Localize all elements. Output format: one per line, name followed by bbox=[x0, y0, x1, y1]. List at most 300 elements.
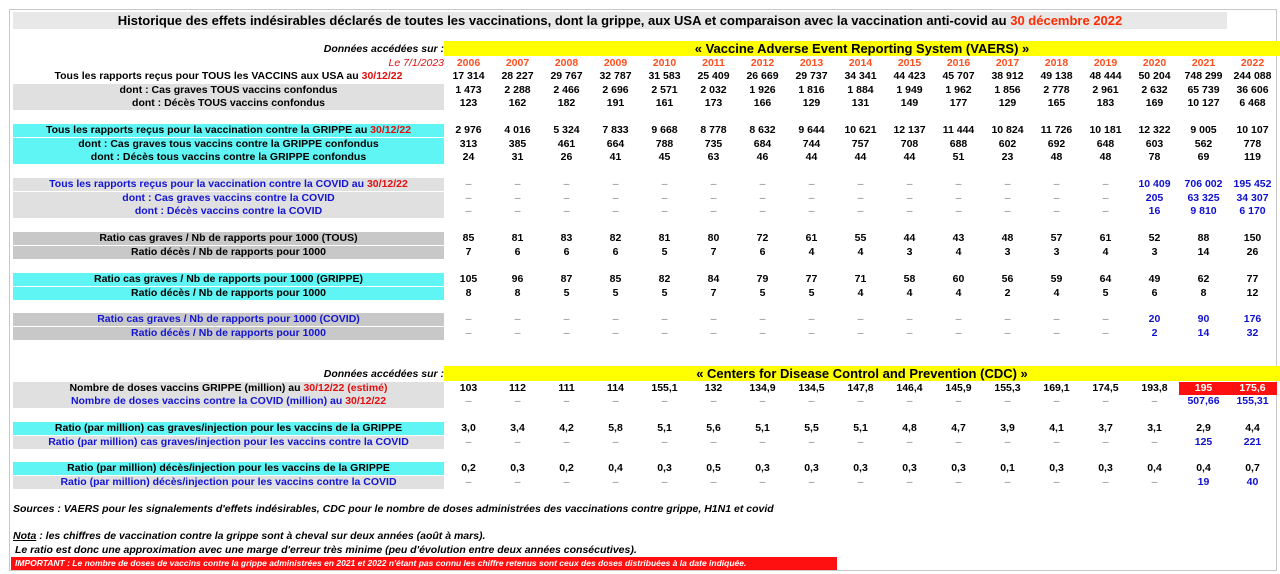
value-cell: 748 299 bbox=[1184, 70, 1223, 82]
value-cell: – bbox=[465, 436, 472, 448]
value-cell: 34 307 bbox=[1236, 192, 1269, 204]
row-label bbox=[13, 395, 444, 408]
value-cell: 48 444 bbox=[1089, 70, 1122, 82]
row-label bbox=[13, 70, 444, 83]
value-cell: 59 bbox=[1050, 273, 1063, 285]
value-cell: – bbox=[710, 395, 717, 407]
value-cell: – bbox=[1151, 436, 1158, 448]
value-cell: 11 444 bbox=[942, 124, 975, 136]
value-cell: 4 bbox=[808, 246, 815, 258]
value-cell: 177 bbox=[949, 97, 968, 109]
value-cell: – bbox=[955, 327, 962, 339]
year-header-2018: 2018 bbox=[1044, 57, 1069, 69]
value-cell: 0,3 bbox=[1098, 462, 1113, 474]
value-cell: 26 bbox=[1246, 246, 1259, 258]
value-cell: 81 bbox=[658, 232, 671, 244]
value-cell: 5,8 bbox=[608, 422, 623, 434]
value-cell: 0,2 bbox=[461, 462, 476, 474]
value-cell: 8 778 bbox=[700, 124, 727, 136]
row-label-text: dont : Cas graves TOUS vaccins confondus bbox=[119, 84, 338, 96]
value-cell: 3,9 bbox=[1000, 422, 1015, 434]
nota-label: Nota bbox=[13, 530, 37, 542]
value-cell: – bbox=[612, 327, 619, 339]
year-header-2011: 2011 bbox=[702, 57, 725, 69]
row-label bbox=[13, 178, 444, 191]
value-cell: 87 bbox=[560, 273, 573, 285]
value-cell: 43 bbox=[952, 232, 965, 244]
value-cell: 161 bbox=[655, 97, 674, 109]
value-cell: 44 423 bbox=[893, 70, 926, 82]
value-cell: – bbox=[1151, 476, 1158, 488]
year-header-2010: 2010 bbox=[652, 57, 677, 69]
year-header-2016: 2016 bbox=[946, 57, 971, 69]
table-row bbox=[0, 178, 1280, 191]
value-cell: – bbox=[808, 476, 815, 488]
value-cell: – bbox=[955, 192, 962, 204]
value-cell: – bbox=[955, 476, 962, 488]
row-label-date: 30/12/22 bbox=[366, 178, 408, 190]
value-cell: 9 644 bbox=[798, 124, 825, 136]
value-cell: 2,9 bbox=[1196, 422, 1211, 434]
value-cell: 105 bbox=[459, 273, 478, 285]
value-cell: 182 bbox=[557, 97, 576, 109]
value-cell: – bbox=[563, 476, 570, 488]
value-cell: – bbox=[661, 192, 668, 204]
value-cell: 4 bbox=[857, 287, 864, 299]
value-cell: – bbox=[465, 205, 472, 217]
year-header-2012: 2012 bbox=[750, 57, 775, 69]
row-label-text: Ratio décès / Nb de rapports pour 1000 bbox=[131, 287, 326, 299]
value-cell: 64 bbox=[1099, 273, 1112, 285]
value-cell: – bbox=[759, 192, 766, 204]
value-cell: – bbox=[1151, 395, 1158, 407]
value-cell: 0,4 bbox=[1147, 462, 1162, 474]
value-cell: – bbox=[1102, 178, 1109, 190]
value-cell: – bbox=[661, 476, 668, 488]
row-label-text: dont : Cas graves vaccins contre la COVID bbox=[122, 192, 335, 204]
value-cell: – bbox=[906, 395, 913, 407]
row-label bbox=[13, 84, 444, 97]
value-cell: – bbox=[759, 327, 766, 339]
value-cell: 132 bbox=[704, 382, 723, 394]
table-row bbox=[0, 327, 1280, 340]
table-row bbox=[0, 462, 1280, 475]
value-cell: – bbox=[710, 313, 717, 325]
value-cell: – bbox=[808, 436, 815, 448]
value-cell: – bbox=[906, 327, 913, 339]
value-cell: – bbox=[710, 178, 717, 190]
value-cell: 1 816 bbox=[798, 84, 825, 96]
value-cell: – bbox=[906, 205, 913, 217]
value-cell: 62 bbox=[1197, 273, 1210, 285]
value-cell: 4 016 bbox=[504, 124, 531, 136]
table-row bbox=[0, 124, 1280, 137]
value-cell: 155,1 bbox=[651, 382, 678, 394]
value-cell: 31 583 bbox=[648, 70, 681, 82]
value-cell: 2 bbox=[1004, 287, 1011, 299]
value-cell: – bbox=[1053, 476, 1060, 488]
value-cell: 45 bbox=[658, 151, 671, 163]
value-cell: 60 bbox=[952, 273, 965, 285]
value-cell: 155,3 bbox=[994, 382, 1021, 394]
value-cell: 78 bbox=[1148, 151, 1161, 163]
value-cell: 788 bbox=[655, 138, 674, 150]
row-label-text: Ratio décès / Nb de rapports pour 1000 bbox=[131, 327, 326, 339]
value-cell: – bbox=[1102, 395, 1109, 407]
value-cell: 602 bbox=[998, 138, 1017, 150]
value-cell: 83 bbox=[560, 232, 573, 244]
value-cell: 221 bbox=[1243, 436, 1262, 448]
value-cell: 0,3 bbox=[902, 462, 917, 474]
value-cell: 4,4 bbox=[1245, 422, 1260, 434]
value-cell: 0,3 bbox=[1049, 462, 1064, 474]
value-cell: 0,4 bbox=[608, 462, 623, 474]
value-cell: 8 bbox=[1200, 287, 1207, 299]
row-label bbox=[13, 192, 444, 205]
value-cell: – bbox=[710, 476, 717, 488]
value-cell: 119 bbox=[1244, 151, 1261, 163]
value-cell: 7 bbox=[465, 246, 472, 258]
value-cell: 84 bbox=[707, 273, 720, 285]
value-cell: – bbox=[514, 178, 521, 190]
value-cell: 25 409 bbox=[697, 70, 730, 82]
value-cell: 55 bbox=[854, 232, 867, 244]
value-cell: 61 bbox=[805, 232, 818, 244]
value-cell: 44 bbox=[903, 232, 916, 244]
value-cell: 79 bbox=[756, 273, 769, 285]
value-cell: 32 bbox=[1246, 327, 1259, 339]
value-cell: 147,8 bbox=[847, 382, 874, 394]
value-cell: 5,1 bbox=[755, 422, 770, 434]
value-cell: 57 bbox=[1050, 232, 1063, 244]
value-cell: 5,5 bbox=[804, 422, 819, 434]
value-cell: – bbox=[759, 178, 766, 190]
value-cell: – bbox=[514, 327, 521, 339]
value-cell: 12 137 bbox=[893, 124, 926, 136]
value-cell: 648 bbox=[1096, 138, 1115, 150]
value-cell: 0,7 bbox=[1245, 462, 1260, 474]
row-label bbox=[13, 232, 444, 245]
row-label-date: 30/12/22 (estimé) bbox=[303, 382, 388, 394]
value-cell: – bbox=[710, 327, 717, 339]
table-row bbox=[0, 151, 1280, 164]
value-cell: 2 571 bbox=[651, 84, 678, 96]
value-cell: 684 bbox=[753, 138, 772, 150]
table-row bbox=[0, 205, 1280, 218]
value-cell: 5 324 bbox=[553, 124, 580, 136]
value-cell: – bbox=[465, 327, 472, 339]
value-cell: – bbox=[857, 395, 864, 407]
table-row bbox=[0, 232, 1280, 245]
value-cell: 0,2 bbox=[559, 462, 574, 474]
value-cell: – bbox=[1053, 178, 1060, 190]
value-cell: – bbox=[906, 178, 913, 190]
value-cell: 6 bbox=[514, 246, 521, 258]
value-cell: 58 bbox=[903, 273, 916, 285]
value-cell: 46 bbox=[756, 151, 769, 163]
value-cell: – bbox=[1004, 395, 1011, 407]
year-header-2015: 2015 bbox=[897, 57, 922, 69]
row-label-text: Ratio (par million) décès/injection pour les vaccins de la GRIPPE bbox=[67, 462, 390, 474]
value-cell: 3,1 bbox=[1147, 422, 1162, 434]
value-cell: – bbox=[1004, 436, 1011, 448]
value-cell: 708 bbox=[900, 138, 919, 150]
value-cell: 4,1 bbox=[1049, 422, 1064, 434]
value-cell: 688 bbox=[949, 138, 968, 150]
value-cell: – bbox=[465, 192, 472, 204]
value-cell: 174,5 bbox=[1092, 382, 1119, 394]
table-row bbox=[0, 395, 1280, 408]
value-cell: – bbox=[1053, 205, 1060, 217]
value-cell: 603 bbox=[1145, 138, 1164, 150]
value-cell: 103 bbox=[459, 382, 478, 394]
value-cell: – bbox=[1004, 476, 1011, 488]
table-row bbox=[0, 70, 1280, 83]
value-cell: 6 170 bbox=[1239, 205, 1266, 217]
value-cell: 0,5 bbox=[706, 462, 721, 474]
year-header-2006: 2006 bbox=[456, 57, 481, 69]
value-cell: 29 767 bbox=[550, 70, 583, 82]
value-cell: 5,6 bbox=[706, 422, 721, 434]
value-cell: 10 409 bbox=[1138, 178, 1171, 190]
value-cell: 96 bbox=[511, 273, 524, 285]
value-cell: 1 949 bbox=[896, 84, 923, 96]
value-cell: 49 bbox=[1148, 273, 1161, 285]
value-cell: 0,3 bbox=[510, 462, 525, 474]
value-cell: 0,3 bbox=[951, 462, 966, 474]
value-cell: 191 bbox=[606, 97, 625, 109]
value-cell: 1 856 bbox=[994, 84, 1021, 96]
value-cell: – bbox=[955, 313, 962, 325]
value-cell: – bbox=[661, 313, 668, 325]
value-cell: – bbox=[906, 476, 913, 488]
value-cell: – bbox=[710, 205, 717, 217]
row-label-date: 30/12/22 bbox=[345, 395, 387, 407]
value-cell: 313 bbox=[459, 138, 478, 150]
value-cell: – bbox=[710, 192, 717, 204]
value-cell: 40 bbox=[1246, 476, 1259, 488]
value-cell: – bbox=[612, 192, 619, 204]
value-cell: 14 bbox=[1197, 246, 1210, 258]
value-cell: 50 204 bbox=[1138, 70, 1171, 82]
value-cell: – bbox=[759, 395, 766, 407]
value-cell: – bbox=[1102, 436, 1109, 448]
value-cell: 3 bbox=[1053, 246, 1060, 258]
value-cell: – bbox=[563, 395, 570, 407]
value-cell: 5,1 bbox=[853, 422, 868, 434]
value-cell: 3,4 bbox=[510, 422, 525, 434]
value-cell: 744 bbox=[802, 138, 821, 150]
row-label-text: Ratio cas graves / Nb de rapports pour 1000 (TOUS) bbox=[99, 232, 358, 244]
row-label bbox=[13, 287, 444, 300]
table-row bbox=[0, 422, 1280, 435]
value-cell: – bbox=[612, 205, 619, 217]
value-cell: – bbox=[1053, 395, 1060, 407]
value-cell: 195 452 bbox=[1233, 178, 1272, 190]
value-cell: 52 bbox=[1148, 232, 1161, 244]
value-cell: 129 bbox=[998, 97, 1017, 109]
value-cell: 48 bbox=[1099, 151, 1112, 163]
row-label bbox=[13, 327, 444, 340]
value-cell: 10 181 bbox=[1089, 124, 1122, 136]
value-cell: 44 bbox=[854, 151, 867, 163]
year-header-2019: 2019 bbox=[1093, 57, 1118, 69]
value-cell: 3,0 bbox=[461, 422, 476, 434]
value-cell: 3,7 bbox=[1098, 422, 1113, 434]
row-label-text: Ratio décès / Nb de rapports pour 1000 bbox=[131, 246, 326, 258]
table-row bbox=[0, 97, 1280, 110]
value-cell: 692 bbox=[1047, 138, 1066, 150]
value-cell: 38 912 bbox=[991, 70, 1024, 82]
row-label bbox=[13, 138, 444, 151]
value-cell: – bbox=[514, 436, 521, 448]
cdc-accessed-label: Données accédées sur : bbox=[323, 368, 444, 380]
value-cell: 173 bbox=[704, 97, 723, 109]
row-label-text: Ratio cas graves / Nb de rapports pour 1000 (GRIPPE) bbox=[94, 273, 363, 285]
value-cell: – bbox=[612, 178, 619, 190]
value-cell: 2 778 bbox=[1043, 84, 1070, 96]
table-row bbox=[0, 273, 1280, 286]
value-cell: 10 621 bbox=[844, 124, 877, 136]
value-cell: 6 bbox=[759, 246, 766, 258]
title-date: 30 décembre 2022 bbox=[1010, 13, 1123, 28]
value-cell: 0,1 bbox=[1000, 462, 1015, 474]
value-cell: 2 961 bbox=[1092, 84, 1119, 96]
table-row bbox=[0, 246, 1280, 259]
value-cell: 2 466 bbox=[553, 84, 580, 96]
value-cell: 155,31 bbox=[1236, 395, 1269, 407]
value-cell: 3 bbox=[1004, 246, 1011, 258]
value-cell: 88 bbox=[1197, 232, 1210, 244]
table-row bbox=[0, 382, 1280, 395]
row-label-date: 30/12/22 bbox=[361, 70, 403, 82]
value-cell: 5 bbox=[661, 287, 668, 299]
value-cell: – bbox=[1102, 327, 1109, 339]
row-label-text: Nombre de doses vaccins GRIPPE (million) au bbox=[69, 382, 304, 394]
value-cell: 1 962 bbox=[945, 84, 972, 96]
table-row bbox=[0, 84, 1280, 97]
sources-note: Sources : VAERS pour les signalements d'effets indésirables, CDC pour le nombre de doses administrées des vaccinations contre grippe, H1N1 et covid bbox=[13, 503, 774, 515]
value-cell: – bbox=[612, 313, 619, 325]
value-cell: – bbox=[563, 178, 570, 190]
value-cell: 56 bbox=[1001, 273, 1014, 285]
value-cell: 20 bbox=[1148, 313, 1161, 325]
value-cell: 150 bbox=[1243, 232, 1262, 244]
value-cell: 77 bbox=[1246, 273, 1259, 285]
value-cell: – bbox=[661, 205, 668, 217]
value-cell: – bbox=[465, 476, 472, 488]
value-cell: 45 707 bbox=[942, 70, 975, 82]
row-label-text: Tous les rapports reçus pour TOUS les VACCINS aux USA au bbox=[54, 70, 362, 82]
value-cell: – bbox=[612, 436, 619, 448]
value-cell: 193,8 bbox=[1141, 382, 1168, 394]
value-cell: 80 bbox=[707, 232, 720, 244]
years-header-row bbox=[0, 57, 1280, 70]
value-cell: 778 bbox=[1243, 138, 1262, 150]
value-cell: 146,4 bbox=[896, 382, 923, 394]
value-cell: 162 bbox=[508, 97, 527, 109]
value-cell: 61 bbox=[1099, 232, 1112, 244]
value-cell: 41 bbox=[609, 151, 622, 163]
value-cell: 17 314 bbox=[452, 70, 485, 82]
value-cell: 11 726 bbox=[1040, 124, 1073, 136]
value-cell: 0,3 bbox=[657, 462, 672, 474]
row-label-text: Ratio (par million) décès/injection pour les vaccins contre la COVID bbox=[60, 476, 397, 488]
value-cell: – bbox=[759, 436, 766, 448]
row-label-text: dont : Décès TOUS vaccins confondus bbox=[132, 97, 325, 109]
value-cell: 4 bbox=[955, 246, 962, 258]
value-cell: 4,2 bbox=[559, 422, 574, 434]
value-cell: – bbox=[857, 476, 864, 488]
value-cell: 8 bbox=[514, 287, 521, 299]
table-row bbox=[0, 313, 1280, 326]
value-cell: – bbox=[710, 436, 717, 448]
row-label-text: dont : Cas graves tous vaccins contre la GRIPPE confondus bbox=[78, 138, 379, 150]
value-cell: – bbox=[759, 476, 766, 488]
value-cell: 134,9 bbox=[749, 382, 776, 394]
row-label bbox=[13, 476, 444, 489]
value-cell: – bbox=[661, 178, 668, 190]
value-cell: 34 341 bbox=[844, 70, 877, 82]
value-cell: 5 bbox=[808, 287, 815, 299]
value-cell: 131 bbox=[851, 97, 870, 109]
value-cell: – bbox=[563, 436, 570, 448]
value-cell: 125 bbox=[1194, 436, 1213, 448]
value-cell: 29 737 bbox=[795, 70, 828, 82]
value-cell: 63 bbox=[707, 151, 720, 163]
value-cell: 71 bbox=[854, 273, 867, 285]
value-cell: – bbox=[857, 327, 864, 339]
value-cell: 10 824 bbox=[991, 124, 1024, 136]
row-label bbox=[13, 97, 444, 110]
value-cell: 31 bbox=[511, 151, 524, 163]
value-cell: 6 bbox=[1151, 287, 1158, 299]
value-cell: – bbox=[514, 395, 521, 407]
row-label-text: Ratio cas graves / Nb de rapports pour 1000 (COVID) bbox=[97, 313, 360, 325]
value-cell: – bbox=[955, 395, 962, 407]
value-cell: 12 322 bbox=[1138, 124, 1171, 136]
value-cell: 1 884 bbox=[847, 84, 874, 96]
value-cell: 48 bbox=[1001, 232, 1014, 244]
row-label bbox=[13, 246, 444, 259]
value-cell: 69 bbox=[1197, 151, 1210, 163]
value-cell: 48 bbox=[1050, 151, 1063, 163]
value-cell: 2 032 bbox=[700, 84, 727, 96]
value-cell: 85 bbox=[462, 232, 475, 244]
value-cell: – bbox=[1053, 327, 1060, 339]
table-row bbox=[0, 436, 1280, 449]
value-cell: 5 bbox=[1102, 287, 1109, 299]
value-cell: 90 bbox=[1197, 313, 1210, 325]
value-cell: 6 468 bbox=[1239, 97, 1266, 109]
value-cell: 5 bbox=[661, 246, 668, 258]
row-label bbox=[13, 124, 444, 137]
value-cell: – bbox=[808, 327, 815, 339]
row-label-date: 30/12/22 bbox=[370, 124, 412, 136]
value-cell: 507,66 bbox=[1187, 395, 1220, 407]
value-cell: 664 bbox=[606, 138, 625, 150]
value-cell: 129 bbox=[802, 97, 821, 109]
value-cell: 14 bbox=[1197, 327, 1210, 339]
row-label-text: Ratio (par million) cas graves/injection pour les vaccins contre la COVID bbox=[48, 436, 409, 448]
value-cell: 112 bbox=[509, 382, 526, 394]
value-cell: 735 bbox=[704, 138, 723, 150]
value-cell: – bbox=[808, 313, 815, 325]
year-header-2009: 2009 bbox=[603, 57, 628, 69]
value-cell: – bbox=[514, 192, 521, 204]
value-cell: 123 bbox=[459, 97, 478, 109]
value-cell: 7 833 bbox=[602, 124, 629, 136]
